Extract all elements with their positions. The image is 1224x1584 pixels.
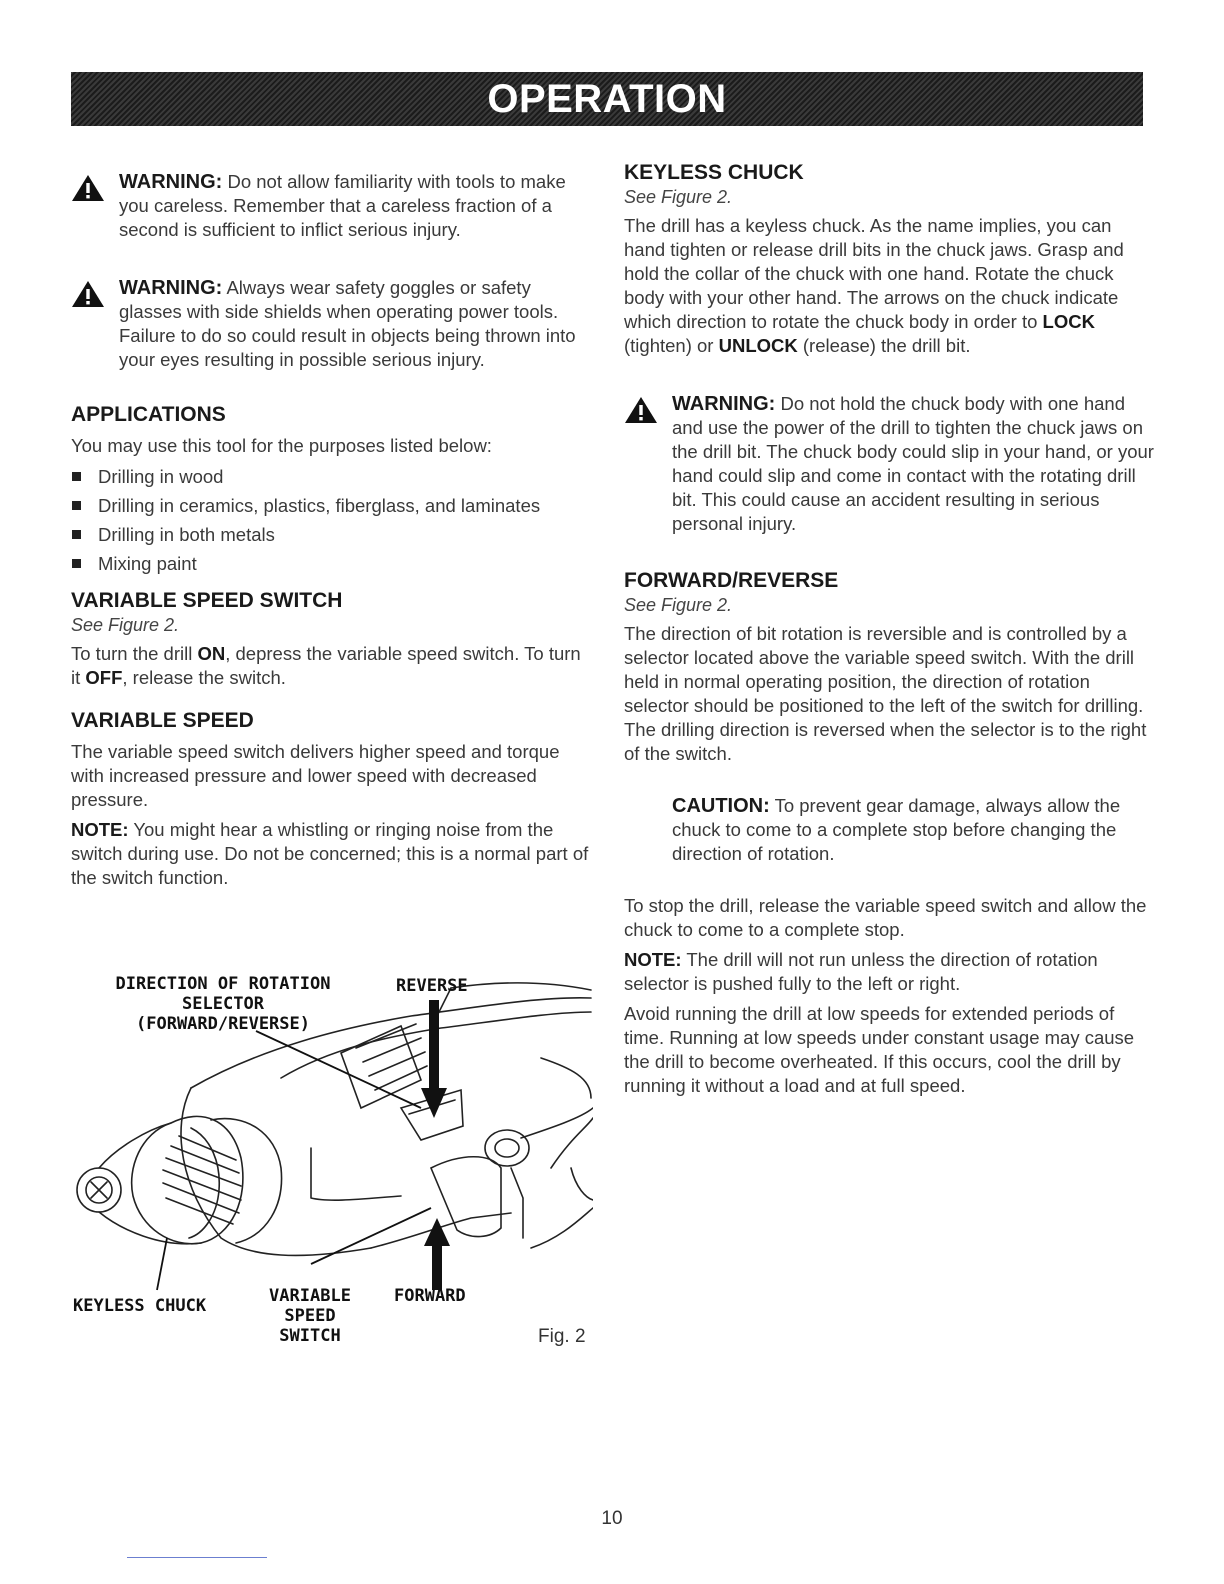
label-forward: FORWARD <box>394 1286 466 1306</box>
right-column <box>624 160 1154 1098</box>
warning-triangle-icon <box>624 396 658 424</box>
warning-text: Do not allow familiarity with tools to make you careless. Remember that a careless fraction of a second is sufficient to inflict serious injury. <box>119 171 566 240</box>
warning-label: WARNING: <box>672 393 776 415</box>
avoid-text: Avoid running the drill at low speeds for extended periods of time. Running at low speeds under constant usage may cause the drill to become overheated. If this occurs, cool the drill by running it without a load and at full speed. <box>624 1003 1135 1096</box>
warning-label: WARNING: <box>119 171 223 193</box>
vs-text: The variable speed switch delivers higher speed and torque with increased pressure and lower speed with decreased pressure. <box>71 741 560 810</box>
warning-triangle-icon <box>71 280 105 308</box>
warning-label: WARNING: <box>119 277 223 299</box>
keyless-heading: KEYLESS CHUCK <box>624 161 804 184</box>
fr-see-figure: See Figure 2. <box>624 595 733 615</box>
note-selector: NOTE: The drill will not run unless the direction of rotation selector is pushed fully to the left or right. <box>624 949 1098 994</box>
list-item: Mixing paint <box>71 549 591 578</box>
applications-list <box>71 462 591 578</box>
list-item: Drilling in wood <box>71 462 591 491</box>
warning-text: Do not hold the chuck body with one hand and use the power of the drill to tighten the chuck jaws on the drill bit. The chuck body could slip in your hand, or your hand could slip and come in contact with the rotating drill bit. This could cause an accident resulting in serious personal injury. <box>672 393 1154 534</box>
bullet-square-icon <box>72 472 81 481</box>
warning-goggles <box>71 276 591 372</box>
section-banner <box>71 72 1143 126</box>
warning-chuck <box>624 392 1154 536</box>
label-rotation-selector: DIRECTION OF ROTATION SELECTOR (FORWARD/REVERSE) <box>115 974 331 1034</box>
bullet-square-icon <box>72 559 81 568</box>
list-item: Drilling in ceramics, plastics, fiberglass, and laminates <box>71 491 591 520</box>
applications-heading: APPLICATIONS <box>71 403 226 426</box>
keyless-text: The drill has a keyless chuck. As the name implies, you can hand tighten or release drill bits in the chuck jaws. Grasp and hold the collar of the chuck with one hand. Rotate the chuck body with your other hand. The arrows on the chuck indicate which direction to rotate the chuck body in order to LOCK (tighten) or UNLOCK (release) the drill bit. <box>624 215 1124 356</box>
forward-arrow-icon <box>424 1218 450 1290</box>
fr-text: The direction of bit rotation is reversible and is controlled by a selector located above the variable speed switch. With the drill held in normal operating position, the direction of rotation selector should be positioned to the left of the switch for drilling. The drilling direction is reversed when the selector is to the right of the switch. <box>624 623 1147 764</box>
fr-heading: FORWARD/REVERSE <box>624 569 839 592</box>
caution-label: CAUTION: <box>672 795 770 817</box>
variable-speed-switch-section <box>71 588 591 690</box>
label-keyless-chuck: KEYLESS CHUCK <box>73 1296 207 1316</box>
vss-heading: VARIABLE SPEED SWITCH <box>71 589 343 612</box>
forward-reverse-section <box>624 568 1154 766</box>
left-column <box>71 160 591 890</box>
figure-caption: Fig. 2 <box>538 1326 586 1347</box>
applications-intro: You may use this tool for the purposes listed below: <box>71 435 492 456</box>
warning-text: Always wear safety goggles or safety glasses with side shields when operating power tools. Failure to do so could result in objects being thrown into your eyes resulting in possible serious injury. <box>119 277 576 370</box>
label-variable-speed-switch: VARIABLE SPEED SWITCH <box>269 1286 351 1346</box>
warning-familiarity <box>71 170 591 242</box>
keyless-see-figure: See Figure 2. <box>624 187 733 207</box>
applications-section <box>71 402 591 578</box>
vs-note: NOTE: You might hear a whistling or ringing noise from the switch during use. Do not be concerned; this is a normal part of the switch function. <box>71 819 589 888</box>
label-reverse: REVERSE <box>396 976 468 996</box>
bullet-square-icon <box>72 530 81 539</box>
page-number: 10 <box>601 1508 623 1529</box>
stop-text: To stop the drill, release the variable speed switch and allow the chuck to come to a complete stop. <box>624 895 1147 940</box>
vss-see-figure: See Figure 2. <box>71 615 180 635</box>
list-item: Drilling in both metals <box>71 520 591 549</box>
section-title: OPERATION <box>487 76 727 121</box>
bullet-square-icon <box>72 501 81 510</box>
caution-gear <box>624 794 1154 866</box>
vss-text: To turn the drill ON, depress the variable speed switch. To turn it OFF, release the switch. <box>71 643 581 688</box>
caution-text: To prevent gear damage, always allow the chuck to come to a complete stop before changing the direction of rotation. <box>672 795 1121 864</box>
vs-heading: VARIABLE SPEED <box>71 709 254 732</box>
bottom-rule <box>127 1557 267 1558</box>
keyless-chuck-section <box>624 160 1154 358</box>
variable-speed-section <box>71 708 591 890</box>
drill-figure <box>71 968 593 1350</box>
warning-triangle-icon <box>71 174 105 202</box>
